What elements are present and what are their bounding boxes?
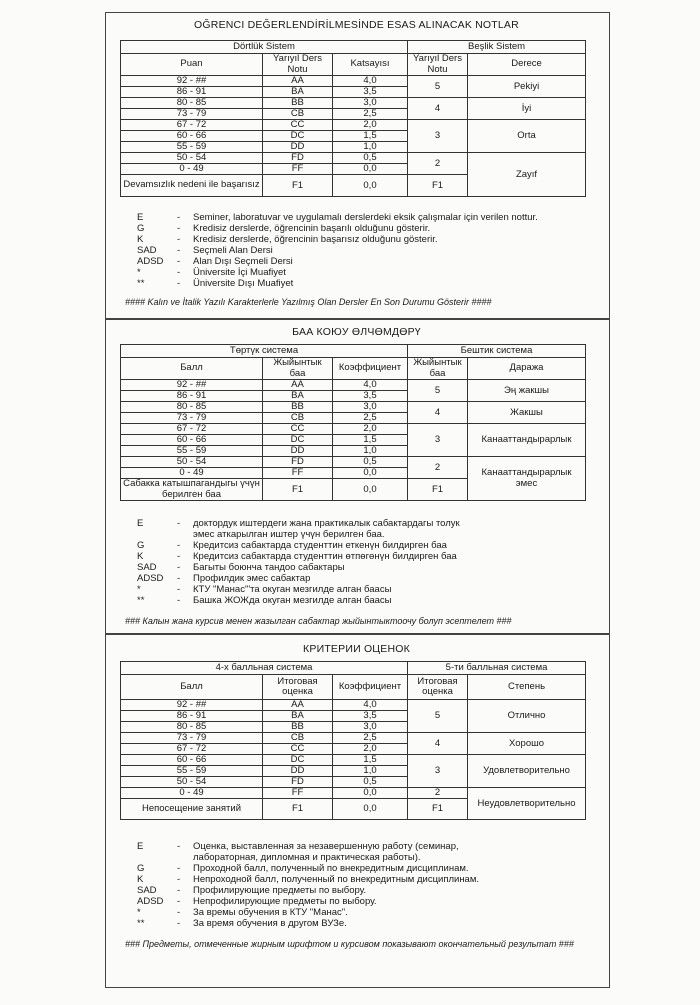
score-range: 55 - 59 (121, 766, 263, 777)
legend-row: G - Kredisiz derslerde, öğrencinin başarılı olduğunu gösterir. (137, 223, 597, 234)
absence-label: Devamsızlık nedeni ile başarısız (121, 175, 263, 197)
legend-code: SAD (137, 562, 157, 573)
coefficient: 1,0 (333, 446, 408, 457)
degree: Канааттандырарлык эмес (468, 457, 586, 501)
letter-grade: DD (263, 446, 333, 457)
group-header-4: Төртүк система (121, 345, 408, 358)
coefficient: 4,0 (333, 76, 408, 87)
coefficient: 2,0 (333, 744, 408, 755)
score-range: 67 - 72 (121, 120, 263, 131)
legend-row: * - Üniversite İçi Muafiyet (137, 267, 597, 278)
legend-row: E - доктордук иштердеги жана практикалык сабактардагы толук эмес аткарылган иштер үчүн берилген баа. (137, 518, 597, 540)
legend-code: ** (137, 918, 145, 929)
legend-code: E (137, 212, 144, 223)
legend-code: K (137, 874, 144, 885)
legend-row: ADSD - Alan Dışı Seçmeli Dersi (137, 256, 597, 267)
letter-grade: AA (263, 76, 333, 87)
degree: Жакшы (468, 402, 586, 424)
legend-code: ** (137, 595, 145, 606)
group-header-5: 5-ти балльная система (408, 662, 586, 675)
table-row (121, 380, 586, 391)
coefficient: 0,0 (333, 788, 408, 799)
table-row (121, 700, 586, 711)
letter-grade: DD (263, 766, 333, 777)
coefficient: 1,0 (333, 142, 408, 153)
score-range: 86 - 91 (121, 87, 263, 98)
coefficient: 2,0 (333, 120, 408, 131)
legend-text: За времы обучения в КТУ "Манас". (193, 907, 348, 918)
score-range: 0 - 49 (121, 468, 263, 479)
legend-text: Проходной балл, полученный по внекредитным дисциплинам. (193, 863, 469, 874)
legend-code: ADSD (137, 256, 164, 267)
final-note: ### Предметы, отмеченные жирным шрифтом и курсивом показывают окончательный результат ### (125, 939, 574, 949)
score-range: 80 - 85 (121, 402, 263, 413)
letter-grade: AA (263, 700, 333, 711)
coefficient: 3,5 (333, 87, 408, 98)
coefficient: 0,0 (333, 799, 408, 820)
legend-text: Непрофилирующие предметы по выбору. (193, 896, 377, 907)
letter-grade: BB (263, 402, 333, 413)
table-row (121, 153, 586, 164)
legend-row: ** - Башка ЖОЖда окуган мезгилде алган баасы (137, 595, 597, 606)
degree: Неудовлетворительно (468, 788, 586, 820)
letter-grade: F1 (263, 479, 333, 501)
score-range: 50 - 54 (121, 153, 263, 164)
degree: Удовлетворительно (468, 755, 586, 788)
coefficient: 0,0 (333, 468, 408, 479)
header-grade-5: Итоговая оценка (408, 675, 468, 700)
section-title: БАА КОЮУ ӨЛЧӨМДӨРҮ (292, 326, 421, 338)
legend-row: ** - Üniversite Dışı Muafiyet (137, 278, 597, 289)
legend-row: E - Seminer, laboratuvar ve uygulamalı derslerdeki eksik çalışmalar için verilen nottur. (137, 212, 597, 223)
grade-5: 4 (408, 733, 468, 755)
score-range: 92 - ## (121, 76, 263, 87)
legend-row: * - КТУ "Манас"'та окуган мезгилде алган баасы (137, 584, 597, 595)
header-grade-5: Yarıyıl Ders Notu (408, 54, 468, 76)
table-row (121, 788, 586, 799)
legend-row: K - Непроходной балл, полученный по внекредитным дисциплинам. (137, 874, 597, 885)
legend-text: КТУ "Манас"'та окуган мезгилде алган баасы (193, 584, 392, 595)
header-degree: Степень (468, 675, 586, 700)
coefficient: 1,5 (333, 755, 408, 766)
letter-grade: CB (263, 413, 333, 424)
legend-code: SAD (137, 245, 157, 256)
coefficient: 3,5 (333, 711, 408, 722)
legend-text: Seminer, laboratuvar ve uygulamalı derslerdeki eksik çalışmalar için verilen nottur. (193, 212, 538, 223)
section-russian (105, 633, 608, 986)
legend (137, 212, 597, 289)
grade-5: 3 (408, 120, 468, 153)
coefficient: 2,5 (333, 733, 408, 744)
legend-code: ADSD (137, 573, 164, 584)
group-header-4: Dörtlük Sistem (121, 41, 408, 54)
final-note: ### Калын жана курсив менен жазылган сабактар жыйынтыктоочу болуп эсептелет ### (125, 616, 512, 626)
legend-row: G - Проходной балл, полученный по внекредитным дисциплинам. (137, 863, 597, 874)
score-range: 92 - ## (121, 700, 263, 711)
legend-row: SAD - Профилирующие предметы по выбору. (137, 885, 597, 896)
coefficient: 0,0 (333, 164, 408, 175)
degree: Orta (468, 120, 586, 153)
letter-grade: BB (263, 722, 333, 733)
degree: Pekiyi (468, 76, 586, 98)
grade-5: 3 (408, 755, 468, 788)
legend-row: SAD - Seçmeli Alan Dersi (137, 245, 597, 256)
legend-text: За время обучения в другом ВУЗе. (193, 918, 347, 929)
grade-5: 5 (408, 700, 468, 733)
grade-5: 5 (408, 380, 468, 402)
grade-5: 2 (408, 788, 468, 799)
grade-5: F1 (408, 799, 468, 820)
letter-grade: DC (263, 435, 333, 446)
grade-5: 3 (408, 424, 468, 457)
grade-5: F1 (408, 479, 468, 501)
table-row (121, 733, 586, 744)
legend-text: Непроходной балл, полученный по внекредитным дисциплинам. (193, 874, 480, 885)
legend-text: Kredisiz derslerde, öğrencinin başarısız olduğunu gösterir. (193, 234, 438, 245)
coefficient: 3,5 (333, 391, 408, 402)
legend-code: * (137, 907, 141, 918)
header-coefficient: Коэффициент (333, 358, 408, 380)
table-row (121, 424, 586, 435)
score-range: 60 - 66 (121, 435, 263, 446)
section-kyrgyz (105, 318, 608, 633)
legend-text: Оценка, выставленная за незавершенную работу (семинар, лабораторная, дипломная и практическая работы). (193, 841, 459, 863)
legend-row: ADSD - Профилдик эмес сабактар (137, 573, 597, 584)
score-range: 73 - 79 (121, 413, 263, 424)
coefficient: 2,5 (333, 109, 408, 120)
letter-grade: FF (263, 468, 333, 479)
coefficient: 4,0 (333, 700, 408, 711)
header-grade-5: Жыйынтык баа (408, 358, 468, 380)
legend-text: Профилирующие предметы по выбору. (193, 885, 367, 896)
header-score: Балл (121, 358, 263, 380)
legend-row: K - Kredisiz derslerde, öğrencinin başarısız olduğunu gösterir. (137, 234, 597, 245)
coefficient: 2,0 (333, 424, 408, 435)
section-title: OĞRENCI DEĞERLENDİRİLMESİNDE ESAS ALINACAK NOTLAR (194, 19, 519, 31)
score-range: 55 - 59 (121, 142, 263, 153)
letter-grade: CB (263, 109, 333, 120)
legend-row: K - Кредитсиз сабактарда студенттин өтпөгөнүн билдирген баа (137, 551, 597, 562)
table-row (121, 98, 586, 109)
legend-code: G (137, 223, 145, 234)
letter-grade: BA (263, 87, 333, 98)
grade-5: 2 (408, 457, 468, 479)
table-row (121, 457, 586, 468)
coefficient: 2,5 (333, 413, 408, 424)
letter-grade: FF (263, 788, 333, 799)
table-row (121, 120, 586, 131)
section-title: КРИТЕРИИ ОЦЕНОК (303, 643, 410, 655)
letter-grade: FD (263, 457, 333, 468)
table-row (121, 76, 586, 87)
letter-grade: DC (263, 131, 333, 142)
letter-grade: CC (263, 424, 333, 435)
legend (137, 518, 597, 606)
score-range: 67 - 72 (121, 744, 263, 755)
score-range: 50 - 54 (121, 457, 263, 468)
legend-text: Üniversite Dışı Muafiyet (193, 278, 294, 289)
grade-5: 2 (408, 153, 468, 175)
degree: Zayıf (468, 153, 586, 197)
coefficient: 3,0 (333, 402, 408, 413)
grade-table (120, 40, 586, 197)
grade-5: 4 (408, 402, 468, 424)
score-range: 73 - 79 (121, 733, 263, 744)
header-grade: Итоговая оценка (263, 675, 333, 700)
letter-grade: BB (263, 98, 333, 109)
score-range: 92 - ## (121, 380, 263, 391)
letter-grade: F1 (263, 799, 333, 820)
legend-text: Кредитсиз сабактарда студенттин өтпөгөнүн билдирген баа (193, 551, 457, 562)
section-turkish (105, 12, 608, 318)
letter-grade: CC (263, 120, 333, 131)
score-range: 0 - 49 (121, 788, 263, 799)
score-range: 80 - 85 (121, 98, 263, 109)
letter-grade: BA (263, 391, 333, 402)
coefficient: 3,0 (333, 98, 408, 109)
legend-code: ** (137, 278, 145, 289)
grade-5: 5 (408, 76, 468, 98)
legend-text: Seçmeli Alan Dersi (193, 245, 273, 256)
group-header-5: Бештик система (408, 345, 586, 358)
legend (137, 841, 597, 929)
header-grade: Жыйынтык баа (263, 358, 333, 380)
coefficient: 0,0 (333, 175, 408, 197)
letter-grade: BA (263, 711, 333, 722)
letter-grade: FD (263, 777, 333, 788)
score-range: 50 - 54 (121, 777, 263, 788)
coefficient: 4,0 (333, 380, 408, 391)
letter-grade: DC (263, 755, 333, 766)
legend-row: E - Оценка, выставленная за незавершенную работу (семинар, лабораторная, дипломная и практическая работы). (137, 841, 597, 863)
absence-label: Непосещение занятий (121, 799, 263, 820)
header-score: Балл (121, 675, 263, 700)
legend-text: Кредитсиз сабактарда студенттин еткенүн билдирген баа (193, 540, 447, 551)
coefficient: 1,5 (333, 131, 408, 142)
group-header-4: 4-х балльная система (121, 662, 408, 675)
grade-table (120, 661, 586, 820)
score-range: 86 - 91 (121, 391, 263, 402)
legend-row: ADSD - Непрофилирующие предметы по выбору. (137, 896, 597, 907)
degree: İyi (468, 98, 586, 120)
grade-5: 4 (408, 98, 468, 120)
legend-row: * - За времы обучения в КТУ "Манас". (137, 907, 597, 918)
grade-5: F1 (408, 175, 468, 197)
header-coefficient: Коэффициент (333, 675, 408, 700)
legend-text: доктордук иштердеги жана практикалык сабактардагы толук эмес аткарылган иштер үчүн берилген баа. (193, 518, 460, 540)
letter-grade: FF (263, 164, 333, 175)
legend-code: E (137, 841, 144, 852)
letter-grade: CB (263, 733, 333, 744)
header-degree: Derece (468, 54, 586, 76)
legend-code: SAD (137, 885, 157, 896)
legend-row: ** - За время обучения в другом ВУЗе. (137, 918, 597, 929)
degree: Эң жакшы (468, 380, 586, 402)
legend-text: Kredisiz derslerde, öğrencinin başarılı olduğunu gösterir. (193, 223, 431, 234)
coefficient: 1,5 (333, 435, 408, 446)
degree: Хорошо (468, 733, 586, 755)
letter-grade: CC (263, 744, 333, 755)
score-range: 60 - 66 (121, 755, 263, 766)
header-coefficient: Katsayısı (333, 54, 408, 76)
legend-text: Башка ЖОЖда окуган мезгилде алган баасы (193, 595, 392, 606)
legend-text: Üniversite İçi Muafiyet (193, 267, 286, 278)
header-degree: Даража (468, 358, 586, 380)
coefficient: 1,0 (333, 766, 408, 777)
coefficient: 0,5 (333, 153, 408, 164)
table-row (121, 402, 586, 413)
legend-code: G (137, 863, 145, 874)
letter-grade: DD (263, 142, 333, 153)
legend-code: K (137, 551, 144, 562)
score-range: 60 - 66 (121, 131, 263, 142)
table-row (121, 755, 586, 766)
score-range: 73 - 79 (121, 109, 263, 120)
absence-label: Сабакка катышпагандыгы үчүн берилген баа (121, 479, 263, 501)
coefficient: 0,5 (333, 457, 408, 468)
group-header-5: Beşlik Sistem (408, 41, 586, 54)
grade-table (120, 344, 586, 501)
legend-row: G - Кредитсиз сабактарда студенттин еткенүн билдирген баа (137, 540, 597, 551)
header-score: Puan (121, 54, 263, 76)
legend-text: Профилдик эмес сабактар (193, 573, 311, 584)
legend-code: G (137, 540, 145, 551)
degree: Отлично (468, 700, 586, 733)
legend-code: * (137, 584, 141, 595)
legend-code: * (137, 267, 141, 278)
score-range: 55 - 59 (121, 446, 263, 457)
degree: Канааттандырарлык (468, 424, 586, 457)
coefficient: 0,0 (333, 479, 408, 501)
final-note: #### Kalın ve İtalik Yazılı Karakterlerle Yazılmış Olan Dersler En Son Durumu Gösterir #### (125, 297, 492, 307)
letter-grade: F1 (263, 175, 333, 197)
coefficient: 0,5 (333, 777, 408, 788)
legend-row: SAD - Багыты боюнча тандоо сабактары (137, 562, 597, 573)
header-grade: Yarıyıl Ders Notu (263, 54, 333, 76)
score-range: 80 - 85 (121, 722, 263, 733)
score-range: 86 - 91 (121, 711, 263, 722)
score-range: 0 - 49 (121, 164, 263, 175)
legend-code: K (137, 234, 144, 245)
legend-code: ADSD (137, 896, 164, 907)
legend-text: Багыты боюнча тандоо сабактары (193, 562, 345, 573)
coefficient: 3,0 (333, 722, 408, 733)
legend-code: E (137, 518, 144, 529)
score-range: 67 - 72 (121, 424, 263, 435)
letter-grade: AA (263, 380, 333, 391)
legend-text: Alan Dışı Seçmeli Dersi (193, 256, 293, 267)
letter-grade: FD (263, 153, 333, 164)
